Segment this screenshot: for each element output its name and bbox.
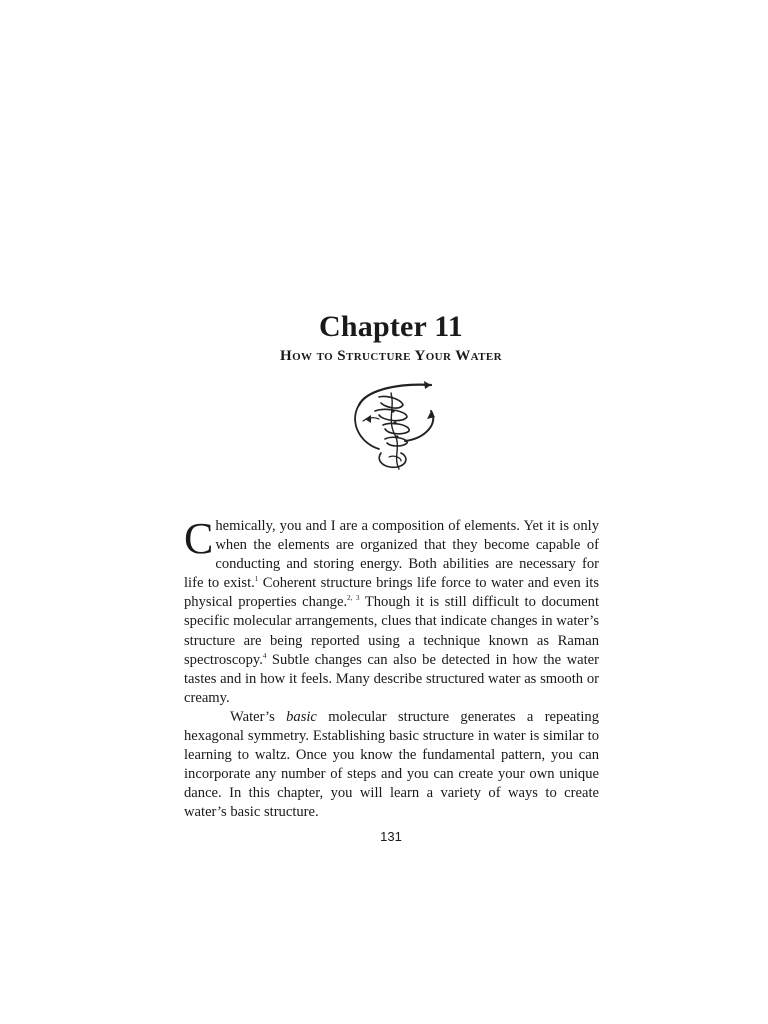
paragraph-1-text-a: hemically, you and I are a composition of elements. Yet it is only when the elements are organized that they become capable of conducting and storing energy. Both abilities are necessary for life to exist. <box>184 518 599 592</box>
paragraph-1 <box>184 514 599 708</box>
drop-cap: C <box>184 514 214 563</box>
chapter-body <box>184 514 599 823</box>
paragraph-2-text-b: molecular structure generates a repeating hexagonal symmetry. Establishing basic structure in water is similar to learning to waltz. Once you know the fundamental pattern, you can incorporate any number of steps and you can create your own unique dance. In this chapter, you will learn a variety of ways to create water’s basic structure. <box>184 708 599 821</box>
footnote-ref-2-3: 2, 3 <box>347 594 360 603</box>
chapter-title: Chapter 11 <box>319 310 463 343</box>
paragraph-2 <box>184 708 599 823</box>
paragraph-1-text-b: Coherent structure brings life force to water and even its physical properties change. <box>184 575 599 611</box>
footnote-ref-1: 1 <box>254 575 259 584</box>
page-number: 131 <box>380 829 402 844</box>
footnote-ref-4: 4 <box>262 651 267 660</box>
paragraph-2-text-a: Water’s <box>230 708 287 725</box>
chapter-subtitle: How to Structure Your Water <box>280 348 502 364</box>
emphasis-basic: basic <box>286 708 317 725</box>
paragraph-1-text-d: Subtle changes can also be detected in how the water tastes and in how it feels. Many describe structured water as smooth or creamy. <box>184 651 599 706</box>
spiral-water-vortex-icon <box>345 377 439 473</box>
paragraph-1-text-c: Though it is still difficult to document specific molecular arrangements, clues that indicate changes in water’s structure are being reported using a technique known as Raman spectroscopy. <box>184 594 599 668</box>
